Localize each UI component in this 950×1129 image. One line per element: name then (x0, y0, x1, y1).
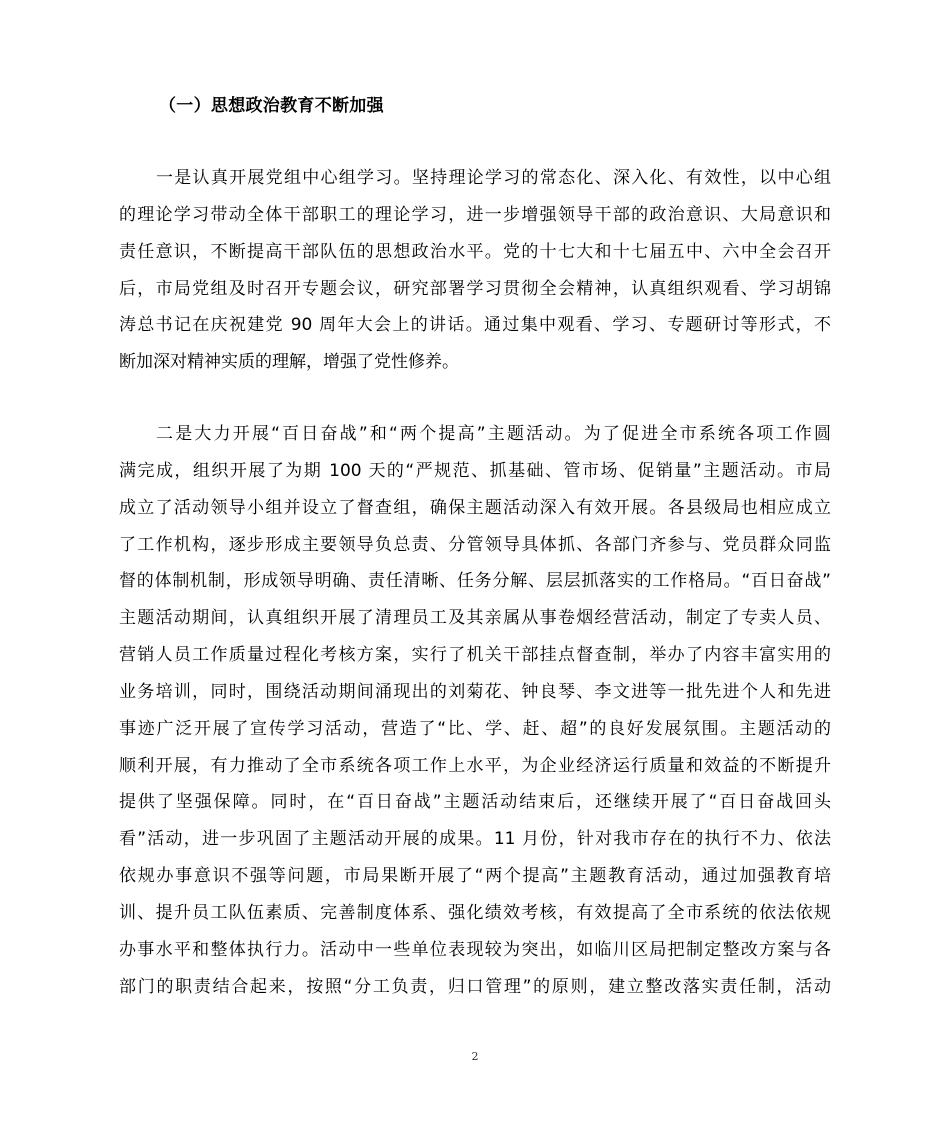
paragraph-line: 断加深对精神实质的理解，增强了党性修养。 (119, 352, 459, 373)
paragraph-line: 主题活动期间，认真组织开展了清理员工及其亲属从事卷烟经营活动，制定了专卖人员、 (119, 608, 831, 629)
paragraph-line: 依规办事意识不强等问题，市局果断开展了“两个提高”主题教育活动，通过加强教育培 (119, 866, 831, 887)
page-number: 2 (471, 1050, 479, 1063)
paragraph-line: 业务培训，同时，围绕活动期间涌现出的刘菊花、钟良琴、李文进等一批先进个人和先进 (119, 681, 831, 702)
paragraph-line: 涛总书记在庆祝建党 90 周年大会上的讲话。通过集中观看、学习、专题研讨等形式，不 (119, 315, 831, 336)
paragraph-line: 看”活动，进一步巩固了主题活动开展的成果。11 月份，针对我市存在的执行不力、依法 (119, 829, 831, 850)
paragraph-line: 部门的职责结合起来，按照“分工负责，归口管理”的原则，建立整改落实责任制，活动 (119, 976, 831, 997)
paragraph-line: 营销人员工作质量过程化考核方案，实行了机关干部挂点督查制，举办了内容丰富实用的 (119, 645, 831, 666)
paragraph-line: 的理论学习带动全体干部职工的理论学习，进一步增强领导干部的政治意识、大局意识和 (119, 204, 831, 225)
paragraph-line: 顺利开展，有力推动了全市系统各项工作上水平，为企业经济运行质量和效益的不断提升 (119, 755, 831, 776)
paragraph-line: 成立了活动领导小组并设立了督查组，确保主题活动深入有效开展。各县级局也相应成立 (119, 497, 831, 518)
paragraph-line: 训、提升员工队伍素质、完善制度体系、强化绩效考核，有效提高了全市系统的依法依规 (119, 902, 831, 923)
paragraph-line: 后，市局党组及时召开专题会议，研究部署学习贯彻全会精神，认真组织观看、学习胡锦 (119, 278, 831, 299)
paragraph-line: 一是认真开展党组中心组学习。坚持理论学习的常态化、深入化、有效性，以中心组 (156, 168, 831, 188)
paragraph-theme-activities (119, 416, 831, 1006)
section-heading: （一）思想政治教育不断加强 (159, 96, 384, 116)
paragraph-line: 提供了坚强保障。同时，在“百日奋战”主题活动结束后，还继续开展了“百日奋战回头 (119, 792, 831, 813)
paragraph-line: 满完成，组织开展了为期 100 天的“严规范、抓基础、管市场、促销量”主题活动。市局 (119, 460, 831, 481)
paragraph-line: 督的体制机制，形成领导明确、责任清晰、任务分解、层层抓落实的工作格局。“百日奋战” (119, 571, 831, 592)
paragraph-line: 二是大力开展“百日奋战”和“两个提高”主题活动。为了促进全市系统各项工作圆 (156, 424, 831, 444)
paragraph-party-study (119, 160, 831, 381)
paragraph-line: 了工作机构，逐步形成主要领导负总责、分管领导具体抓、各部门齐参与、党员群众同监 (119, 534, 831, 555)
paragraph-line: 办事水平和整体执行力。活动中一些单位表现较为突出，如临川区局把制定整改方案与各 (119, 939, 831, 960)
paragraph-line: 责任意识，不断提高干部队伍的思想政治水平。党的十七大和十七届五中、六中全会召开 (119, 241, 831, 262)
paragraph-line: 事迹广泛开展了宣传学习活动，营造了“比、学、赶、超”的良好发展氛围。主题活动的 (119, 718, 831, 739)
